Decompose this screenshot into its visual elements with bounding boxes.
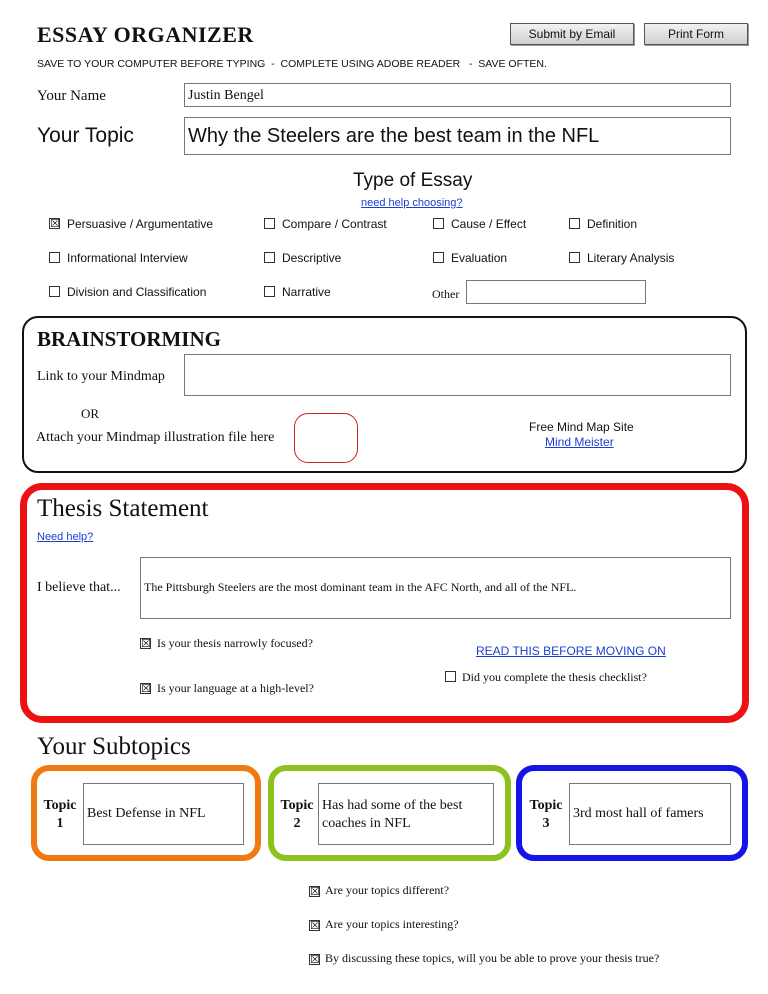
essay-type-checkbox[interactable] [433,218,444,229]
topic-word: Topic [280,798,314,813]
instructions: SAVE TO YOUR COMPUTER BEFORE TYPING - COMPLETE USING ADOBE READER - SAVE OFTEN. [37,58,547,70]
brainstorming-heading: BRAINSTORMING [37,327,221,351]
topic-word: Topic [43,798,77,813]
topic-label: Your Topic [37,124,134,147]
name-field[interactable] [184,83,731,107]
essay-type-help-link[interactable]: need help choosing? [361,197,463,209]
essay-type-checkbox[interactable] [569,218,580,229]
attach-label: Attach your Mindmap illustration file here [36,430,275,445]
subtopic-3-value: 3rd most hall of famers [573,806,704,821]
topics-prove-checkbox[interactable]: ☒ [310,953,320,966]
thesis-value: The Pittsburgh Steelers are the most dominant team in the AFC North, and all of the NFL. [144,580,577,594]
submit-by-email-button[interactable]: Submit by Email [510,23,634,45]
essay-type-checkbox[interactable] [264,218,275,229]
thesis-checklist-label: Did you complete the thesis checklist? [462,670,647,684]
essay-type-label: Persuasive / Argumentative [67,217,214,231]
topic-number: 2 [293,816,301,831]
subtopic-2-field[interactable] [318,783,494,845]
free-site-label: Free Mind Map Site [529,420,634,434]
subtopics-heading: Your Subtopics [37,733,191,760]
topic-number: 1 [56,816,64,831]
subtopic-2-value: Has had some of the best coaches in NFL [322,798,463,831]
essay-type-label: Informational Interview [67,251,188,265]
essay-type-label: Narrative [282,285,331,299]
subtopic-1-label [40,797,80,833]
topics-different-checkbox[interactable]: ☒ [310,885,320,898]
essay-type-label: Descriptive [282,251,342,265]
topics-prove-label: By discussing these topics, will you be able to prove your thesis true? [325,951,660,965]
or-text: OR [81,406,100,421]
name-label: Your Name [37,88,106,104]
essay-type-label: Division and Classification [67,285,207,299]
mind-meister-link[interactable]: Mind Meister [545,435,614,449]
thesis-prompt: I believe that... [37,580,121,595]
thesis-field[interactable] [140,557,731,619]
topic-field[interactable] [184,117,731,155]
thesis-language-checkbox[interactable]: ☒ [141,682,151,695]
thesis-language-label: Is your language at a high-level? [157,681,314,695]
subtopic-3-field[interactable] [569,783,731,845]
subtopic-1-value: Best Defense in NFL [87,806,206,821]
topic-word: Topic [529,798,563,813]
print-form-button[interactable]: Print Form [644,23,748,45]
essay-type-checkbox[interactable]: ☒ [50,217,60,230]
essay-type-checkbox[interactable] [433,252,444,263]
other-label: Other [432,287,460,301]
essay-type-label: Evaluation [451,251,508,265]
essay-type-checkbox[interactable] [49,286,60,297]
essay-type-label: Literary Analysis [587,251,675,265]
page-title: ESSAY ORGANIZER [37,22,254,47]
subtopic-1-field[interactable] [83,783,244,845]
essay-type-heading: Type of Essay [353,170,473,191]
other-field[interactable] [466,280,646,304]
essay-type-checkbox[interactable] [264,286,275,297]
thesis-help-link[interactable]: Need help? [37,531,94,543]
thesis-heading: Thesis Statement [37,495,209,522]
essay-type-checkbox[interactable] [49,252,60,263]
essay-type-label: Definition [587,217,638,231]
essay-type-checkbox[interactable] [569,252,580,263]
topic-value: Why the Steelers are the best team in the NFL [188,125,600,147]
thesis-focused-checkbox[interactable]: ☒ [141,637,151,650]
topics-interesting-checkbox[interactable]: ☒ [310,919,320,932]
mindmap-link-field[interactable] [184,354,731,396]
attach-file-button[interactable] [294,413,358,463]
subtopic-3-label [526,797,566,833]
topics-interesting-label: Are your topics interesting? [325,917,459,931]
read-this-link[interactable]: READ THIS BEFORE MOVING ON [476,644,666,658]
topic-number: 3 [542,816,550,831]
name-value: Justin Bengel [188,88,264,103]
thesis-focused-label: Is your thesis narrowly focused? [157,636,313,650]
essay-type-checkbox[interactable] [264,252,275,263]
essay-type-label: Compare / Contrast [282,217,387,231]
subtopic-2-label [277,797,317,833]
mindmap-link-label: Link to your Mindmap [37,369,165,384]
thesis-checklist-checkbox[interactable] [445,671,456,682]
topics-different-label: Are your topics different? [325,883,450,897]
essay-type-label: Cause / Effect [451,217,527,231]
